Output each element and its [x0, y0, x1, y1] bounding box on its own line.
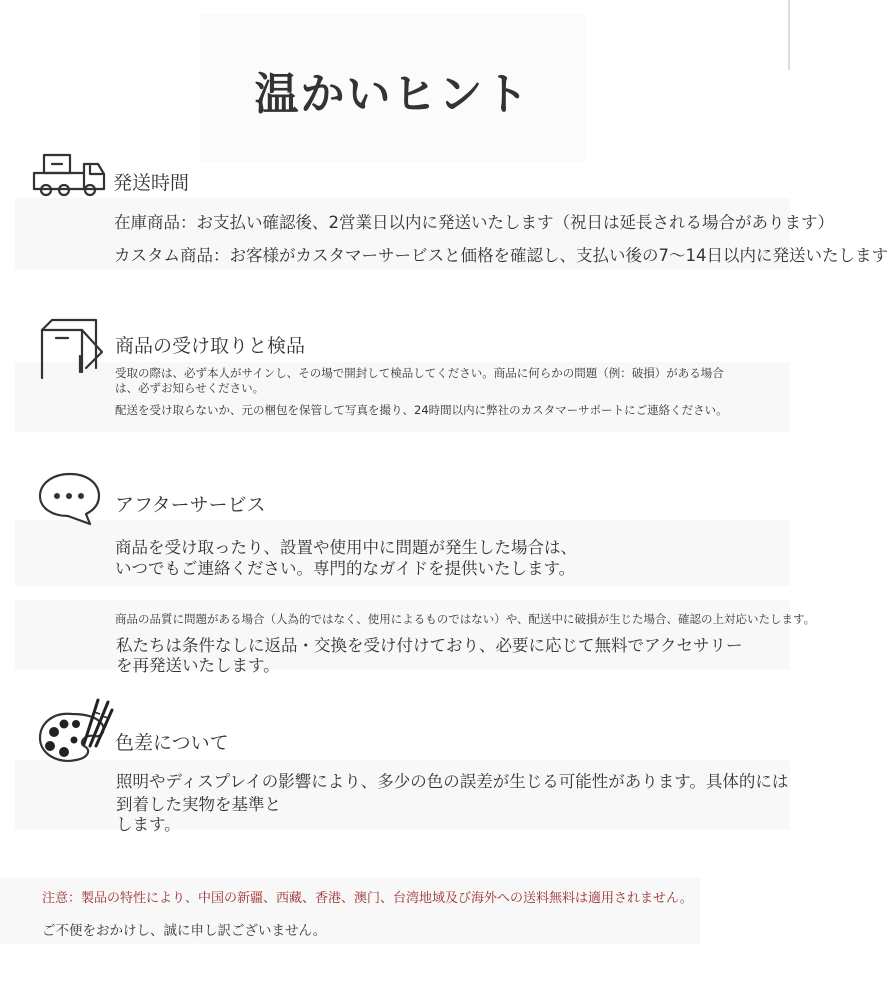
edge-divider: [788, 0, 790, 70]
receipt-heading: 商品の受け取りと検品: [115, 335, 306, 357]
after-service-line-5: を再発送いたします。: [116, 656, 280, 675]
truck-icon: [32, 152, 106, 198]
color-line-3: します。: [116, 815, 181, 834]
receipt-line-3: 配送を受け取らないか、元の梱包を保管して写真を撮り、24時間以内に弊社のカスタマーサポートにご連絡ください。: [115, 403, 728, 417]
shipping-heading: 発送時間: [113, 172, 190, 194]
palette-icon: [36, 694, 114, 766]
after-service-line-4: 私たちは条件なしに返品・交換を受け付けており、必要に応じて無料でアクセサリー: [116, 636, 743, 655]
page-title: 温かいヒント: [254, 69, 531, 120]
shipping-line-2: カスタム商品：お客様がカスタマーサービスと価格を確認し、支払い後の7〜14日以内に発送いたします: [114, 246, 888, 265]
color-line-1: 照明やディスプレイの影響により、多少の色の誤差が生じる可能性があります。具体的には: [116, 772, 789, 791]
speech-bubble-icon: [38, 470, 102, 526]
receipt-line-1: 受取の際は、必ず本人がサインし、その場で開封して検品してください。商品に何らかの問題（例：破損）がある場合: [115, 366, 724, 380]
after-service-line-1: 商品を受け取ったり、設置や使用中に問題が発生した場合は、: [115, 538, 577, 557]
box-icon: [38, 316, 104, 382]
shipping-line-1: 在庫商品：お支払い確認後、2営業日以内に発送いたします（祝日は延長される場合があります）: [114, 213, 834, 232]
after-service-heading: アフターサービス: [115, 494, 266, 516]
after-service-line-2: いつでもご連絡ください。専門的なガイドを提供いたします。: [115, 559, 576, 578]
notice-text: 注意：製品の特性により、中国の新疆、西藏、香港、澳门、台湾地域及び海外への送料無料は適用されません。: [42, 891, 693, 906]
color-line-2: 到着した実物を基準と: [116, 795, 281, 814]
color-heading: 色差について: [115, 732, 229, 754]
after-service-line-3: 商品の品質に問題がある場合（人為的ではなく、使用によるものではない）や、配送中に破損が生じた場合、確認の上対応いたします。: [115, 612, 816, 626]
apology-text: ご不便をおかけし、誠に申し訳ございません。: [42, 923, 327, 939]
receipt-line-2: は、必ずお知らせください。: [115, 381, 265, 395]
